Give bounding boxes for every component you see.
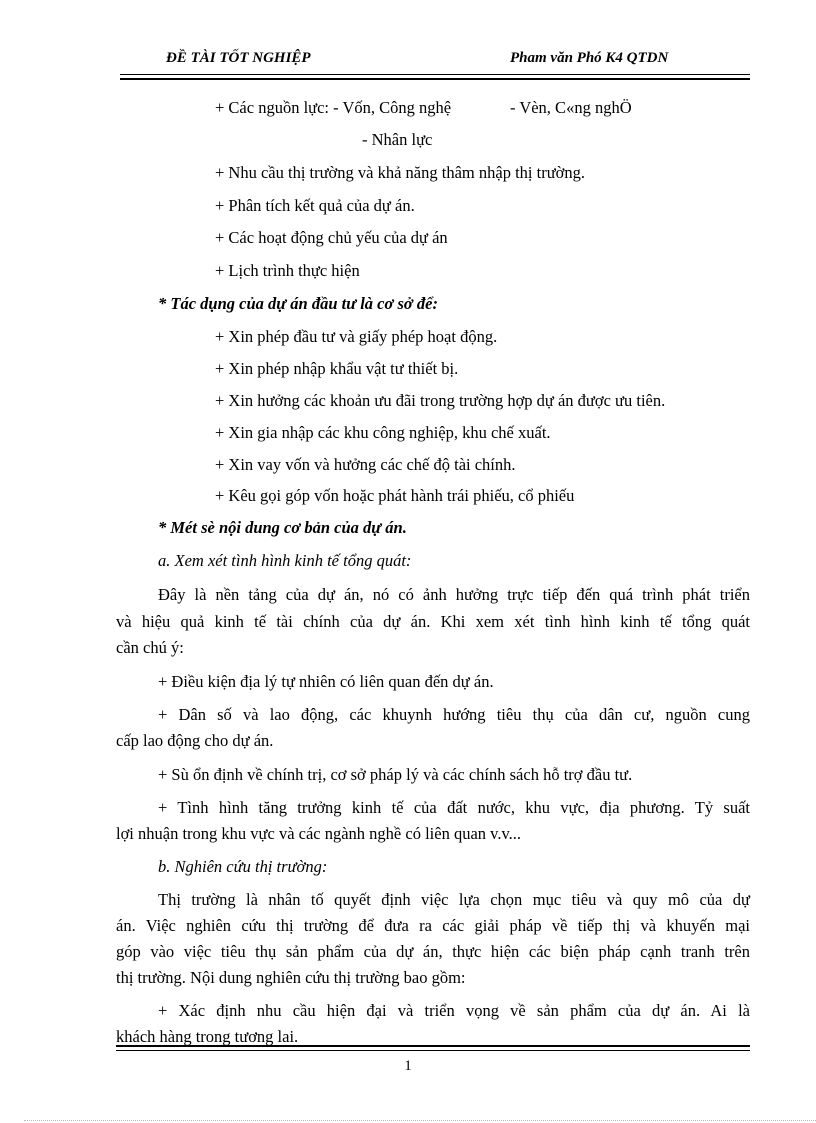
header-title: ĐỀ TÀI TỐT NGHIỆP	[166, 50, 311, 66]
header-rule-bottom	[120, 78, 750, 80]
paragraph-line: khách hàng trong tương lai.	[116, 1027, 299, 1046]
header-rule-top	[120, 74, 750, 75]
resources-line-garbled: - Vèn, C«ng nghÖ	[510, 98, 632, 117]
subsection-heading: a. Xem xét tình hình kinh tế tổng quát:	[158, 551, 412, 570]
paragraph-line: Thị trường là nhân tố quyết định việc lựa chọn mục tiêu và quy mô của dự	[158, 890, 750, 909]
list-item: + Xin phép đầu tư và giấy phép hoạt động.	[215, 327, 498, 346]
paragraph-line: góp vào việc tiêu thụ sản phẩm của dự án, thực hiện các biện pháp cạnh tranh trên	[116, 942, 750, 961]
paragraph-line: cấp lao động cho dự án.	[116, 731, 274, 750]
list-item: + Nhu cầu thị trường và khả năng thâm nhập thị trường.	[215, 163, 585, 182]
paragraph-line: + Điều kiện địa lý tự nhiên có liên quan đến dự án.	[158, 672, 494, 691]
resources-line: + Các nguồn lực: - Vốn, Công nghệ	[215, 98, 452, 117]
header-author: Pham văn Phó K4 QTDN	[510, 50, 669, 66]
list-item: + Xin gia nhập các khu công nghiệp, khu chế xuất.	[215, 423, 551, 442]
page-header	[120, 48, 750, 72]
paragraph-line: + Tình hình tăng trưởng kinh tế của đất nước, khu vực, địa phương. Tỷ suất	[158, 798, 750, 817]
subsection-heading: b. Nghiên cứu thị trường:	[158, 857, 328, 876]
page-number: 1	[404, 1058, 412, 1074]
paragraph-line: lợi nhuận trong khu vực và các ngành nghề có liên quan v.v...	[116, 824, 521, 843]
paragraph-line: Đây là nền tảng của dự án, nó có ảnh hưởng trực tiếp đến quá trình phát triển	[158, 585, 750, 604]
paragraph-line: + Sù ổn định về chính trị, cơ sở pháp lý và các chính sách hỗ trợ đầu tư.	[158, 765, 633, 784]
paragraph-line: cần chú ý:	[116, 638, 184, 657]
list-item: + Xin vay vốn và hưởng các chế độ tài chính.	[215, 455, 516, 474]
list-item: + Xin hưởng các khoản ưu đãi trong trường hợp dự án được ưu tiên.	[215, 391, 666, 410]
list-item: + Phân tích kết quả của dự án.	[215, 196, 415, 215]
paragraph-line: và hiệu quả kinh tế tài chính của dự án. Khi xem xét tình hình kinh tế tổng quát	[116, 612, 750, 631]
paragraph-line: thị trường. Nội dung nghiên cứu thị trường bao gồm:	[116, 968, 466, 987]
paragraph-line: án. Việc nghiên cứu thị trường để đưa ra các giải pháp về tiếp thị và khuyến mại	[116, 916, 750, 935]
section-heading: * Tác dụng của dự án đầu tư là cơ sở để:	[158, 294, 438, 313]
list-item: + Kêu gọi góp vốn hoặc phát hành trái phiếu, cổ phiếu	[215, 486, 575, 505]
list-item: + Các hoạt động chủ yếu của dự án	[215, 228, 448, 247]
list-item: + Lịch trình thực hiện	[215, 261, 360, 280]
page-edge	[24, 1120, 816, 1121]
list-item: + Xin phép nhập khẩu vật tư thiết bị.	[215, 359, 459, 378]
footer-rule-top	[116, 1045, 750, 1047]
section-heading: * Mét sè nội dung cơ bản của dự án.	[158, 518, 407, 537]
paragraph-line: + Dân số và lao động, các khuynh hướng tiêu thụ của dân cư, nguồn cung	[158, 705, 750, 724]
paragraph-line: + Xác định nhu cầu hiện đại và triển vọng về sản phẩm của dự án. Ai là	[158, 1001, 750, 1020]
resources-line-2: - Nhân lực	[362, 130, 433, 149]
footer-rule-bottom	[116, 1050, 750, 1051]
